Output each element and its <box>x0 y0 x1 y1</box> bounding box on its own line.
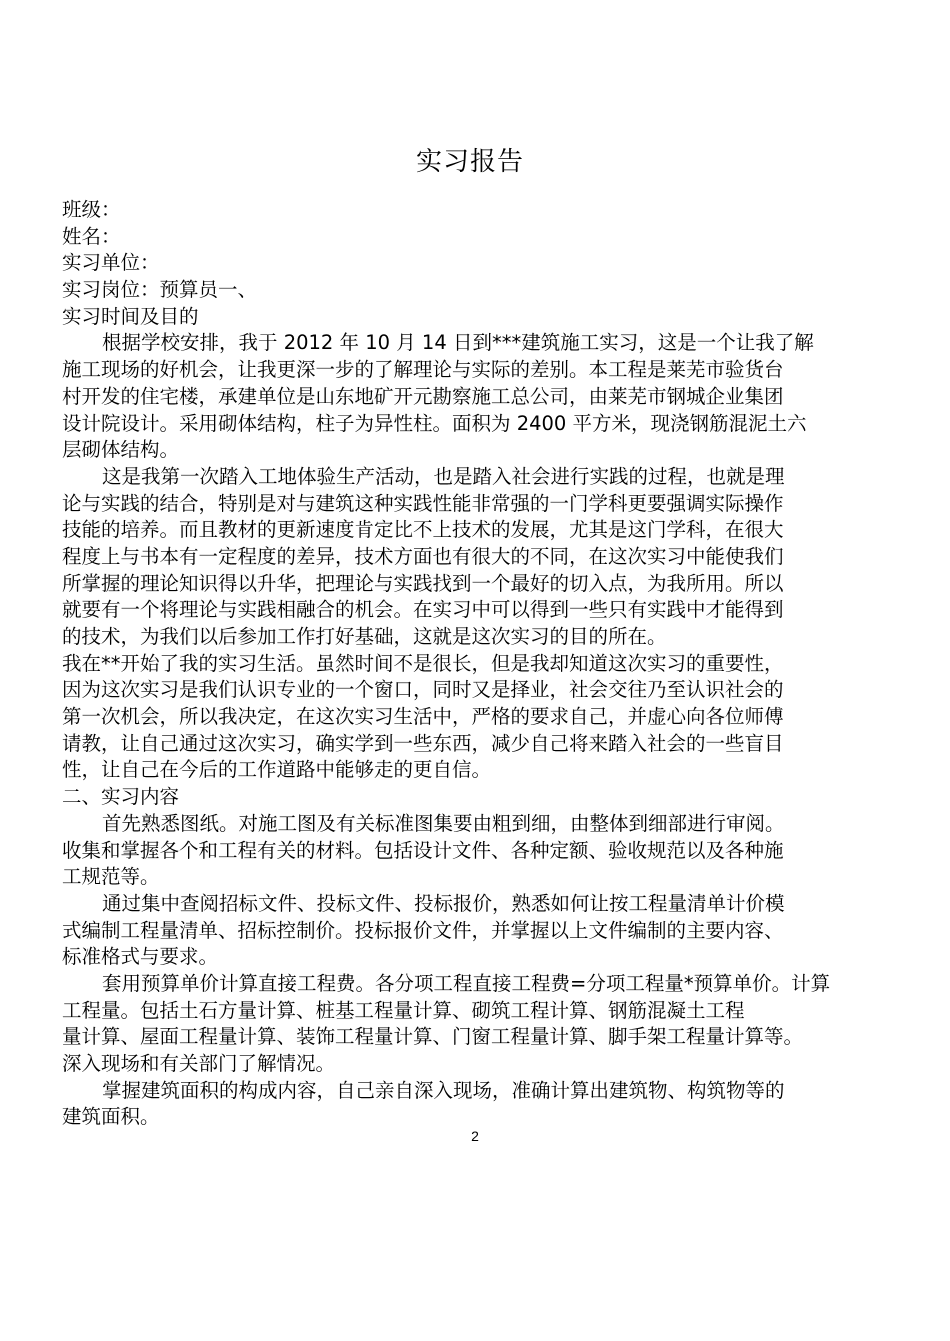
paragraph-line: 设计院设计。采用砌体结构，柱子为异性柱。面积为 2400 平方米，现浇钢筋混泥土六 <box>62 411 807 435</box>
paragraph-line: 第一次机会，所以我决定，在这次实习生活中，严格的要求自己，并虚心向各位师傅 <box>62 705 784 729</box>
page-title: 实习报告 <box>415 147 524 177</box>
paragraph-line: 建筑面积。 <box>62 1105 160 1129</box>
paragraph-line: 论与实践的结合，特别是对与建筑这种实践性能非常强的一门学科更要强调实际操作 <box>62 491 784 515</box>
document-body <box>62 197 902 1131</box>
paragraph-line: 性，让自己在今后的工作道路中能够走的更自信。 <box>62 758 492 782</box>
page-number: 2 <box>471 1128 479 1144</box>
paragraph-line: 根据学校安排，我于 2012 年 10 月 14 日到***建筑施工实习，这是一个让我了解 <box>102 331 814 355</box>
text-line-unit: 实习单位： <box>62 251 160 275</box>
paragraph-line: 技能的培养。而且教材的更新速度肯定比不上技术的发展，尤其是这门学科，在很大 <box>62 518 784 542</box>
paragraph-line: 套用预算单价计算直接工程费。各分项工程直接工程费=分项工程量*预算单价。计算 <box>102 971 831 995</box>
paragraph-line: 深入现场和有关部门了解情况。 <box>62 1052 336 1075</box>
paragraph-line: 层砌体结构。 <box>62 438 180 462</box>
paragraph-line: 收集和掌握各个和工程有关的材料。包括设计文件、各种定额、验收规范以及各种施 <box>62 838 784 862</box>
paragraph-line: 的技术，为我们以后参加工作打好基础，这就是这次实习的目的所在。 <box>62 625 667 648</box>
paragraph-line: 所掌握的理论知识得以升华，把理论与实践找到一个最好的切入点，为我所用。所以 <box>62 571 784 595</box>
paragraph-line: 施工现场的好机会，让我更深一步的了解理论与实际的差别。本工程是莱芜市验货台 <box>62 358 784 382</box>
text-line-position: 实习岗位：预算员一、 <box>62 278 258 302</box>
paragraph-line: 就要有一个将理论与实践相融合的机会。在实习中可以得到一些只有实践中才能得到 <box>62 598 784 622</box>
paragraph-line: 请教，让自己通过这次实习，确实学到一些东西，减少自己将来踏入社会的一些盲目 <box>62 731 784 755</box>
paragraph-line: 通过集中查阅招标文件、投标文件、投标报价，熟悉如何让按工程量清单计价模 <box>102 891 785 915</box>
text-line-class: 班级： <box>62 198 121 221</box>
paragraph-line: 工规范等。 <box>62 865 160 889</box>
paragraph-line: 掌握建筑面积的构成内容，自己亲自深入现场，准确计算出建筑物、构筑物等的 <box>102 1078 785 1102</box>
paragraph-line: 因为这次实习是我们认识专业的一个窗口，同时又是择业，社会交往乃至认识社会的 <box>62 678 784 702</box>
paragraph-line: 这是我第一次踏入工地体验生产活动，也是踏入社会进行实践的过程，也就是理 <box>102 464 785 488</box>
paragraph-line: 标准格式与要求。 <box>62 945 219 969</box>
paragraph-line: 我在**开始了我的实习生活。虽然时间不是很长，但是我却知道这次实习的重要性， <box>62 651 784 675</box>
paragraph-line: 量计算、屋面工程量计算、装饰工程量计算、门窗工程量计算、脚手架工程量计算等。 <box>62 1025 804 1049</box>
paragraph-line: 程度上与书本有一定程度的差异，技术方面也有很大的不同，在这次实习中能使我们 <box>62 544 784 568</box>
paragraph-line: 式编制工程量清单、招标控制价。投标报价文件，并掌握以上文件编制的主要内容、 <box>62 918 784 942</box>
section-heading-content: 二、实习内容 <box>62 785 180 809</box>
paragraph-line: 首先熟悉图纸。对施工图及有关标准图集要由粗到细，由整体到细部进行审阅。 <box>102 811 785 835</box>
paragraph-line: 工程量。包括土石方量计算、桩基工程量计算、砌筑工程计算、钢筋混凝土工程 <box>62 998 745 1022</box>
text-line-name: 姓名： <box>62 224 121 248</box>
section-heading-time-purpose: 实习时间及目的 <box>62 304 199 328</box>
paragraph-line: 村开发的住宅楼，承建单位是山东地矿开元勘察施工总公司，由莱芜市钢城企业集团 <box>62 384 784 408</box>
